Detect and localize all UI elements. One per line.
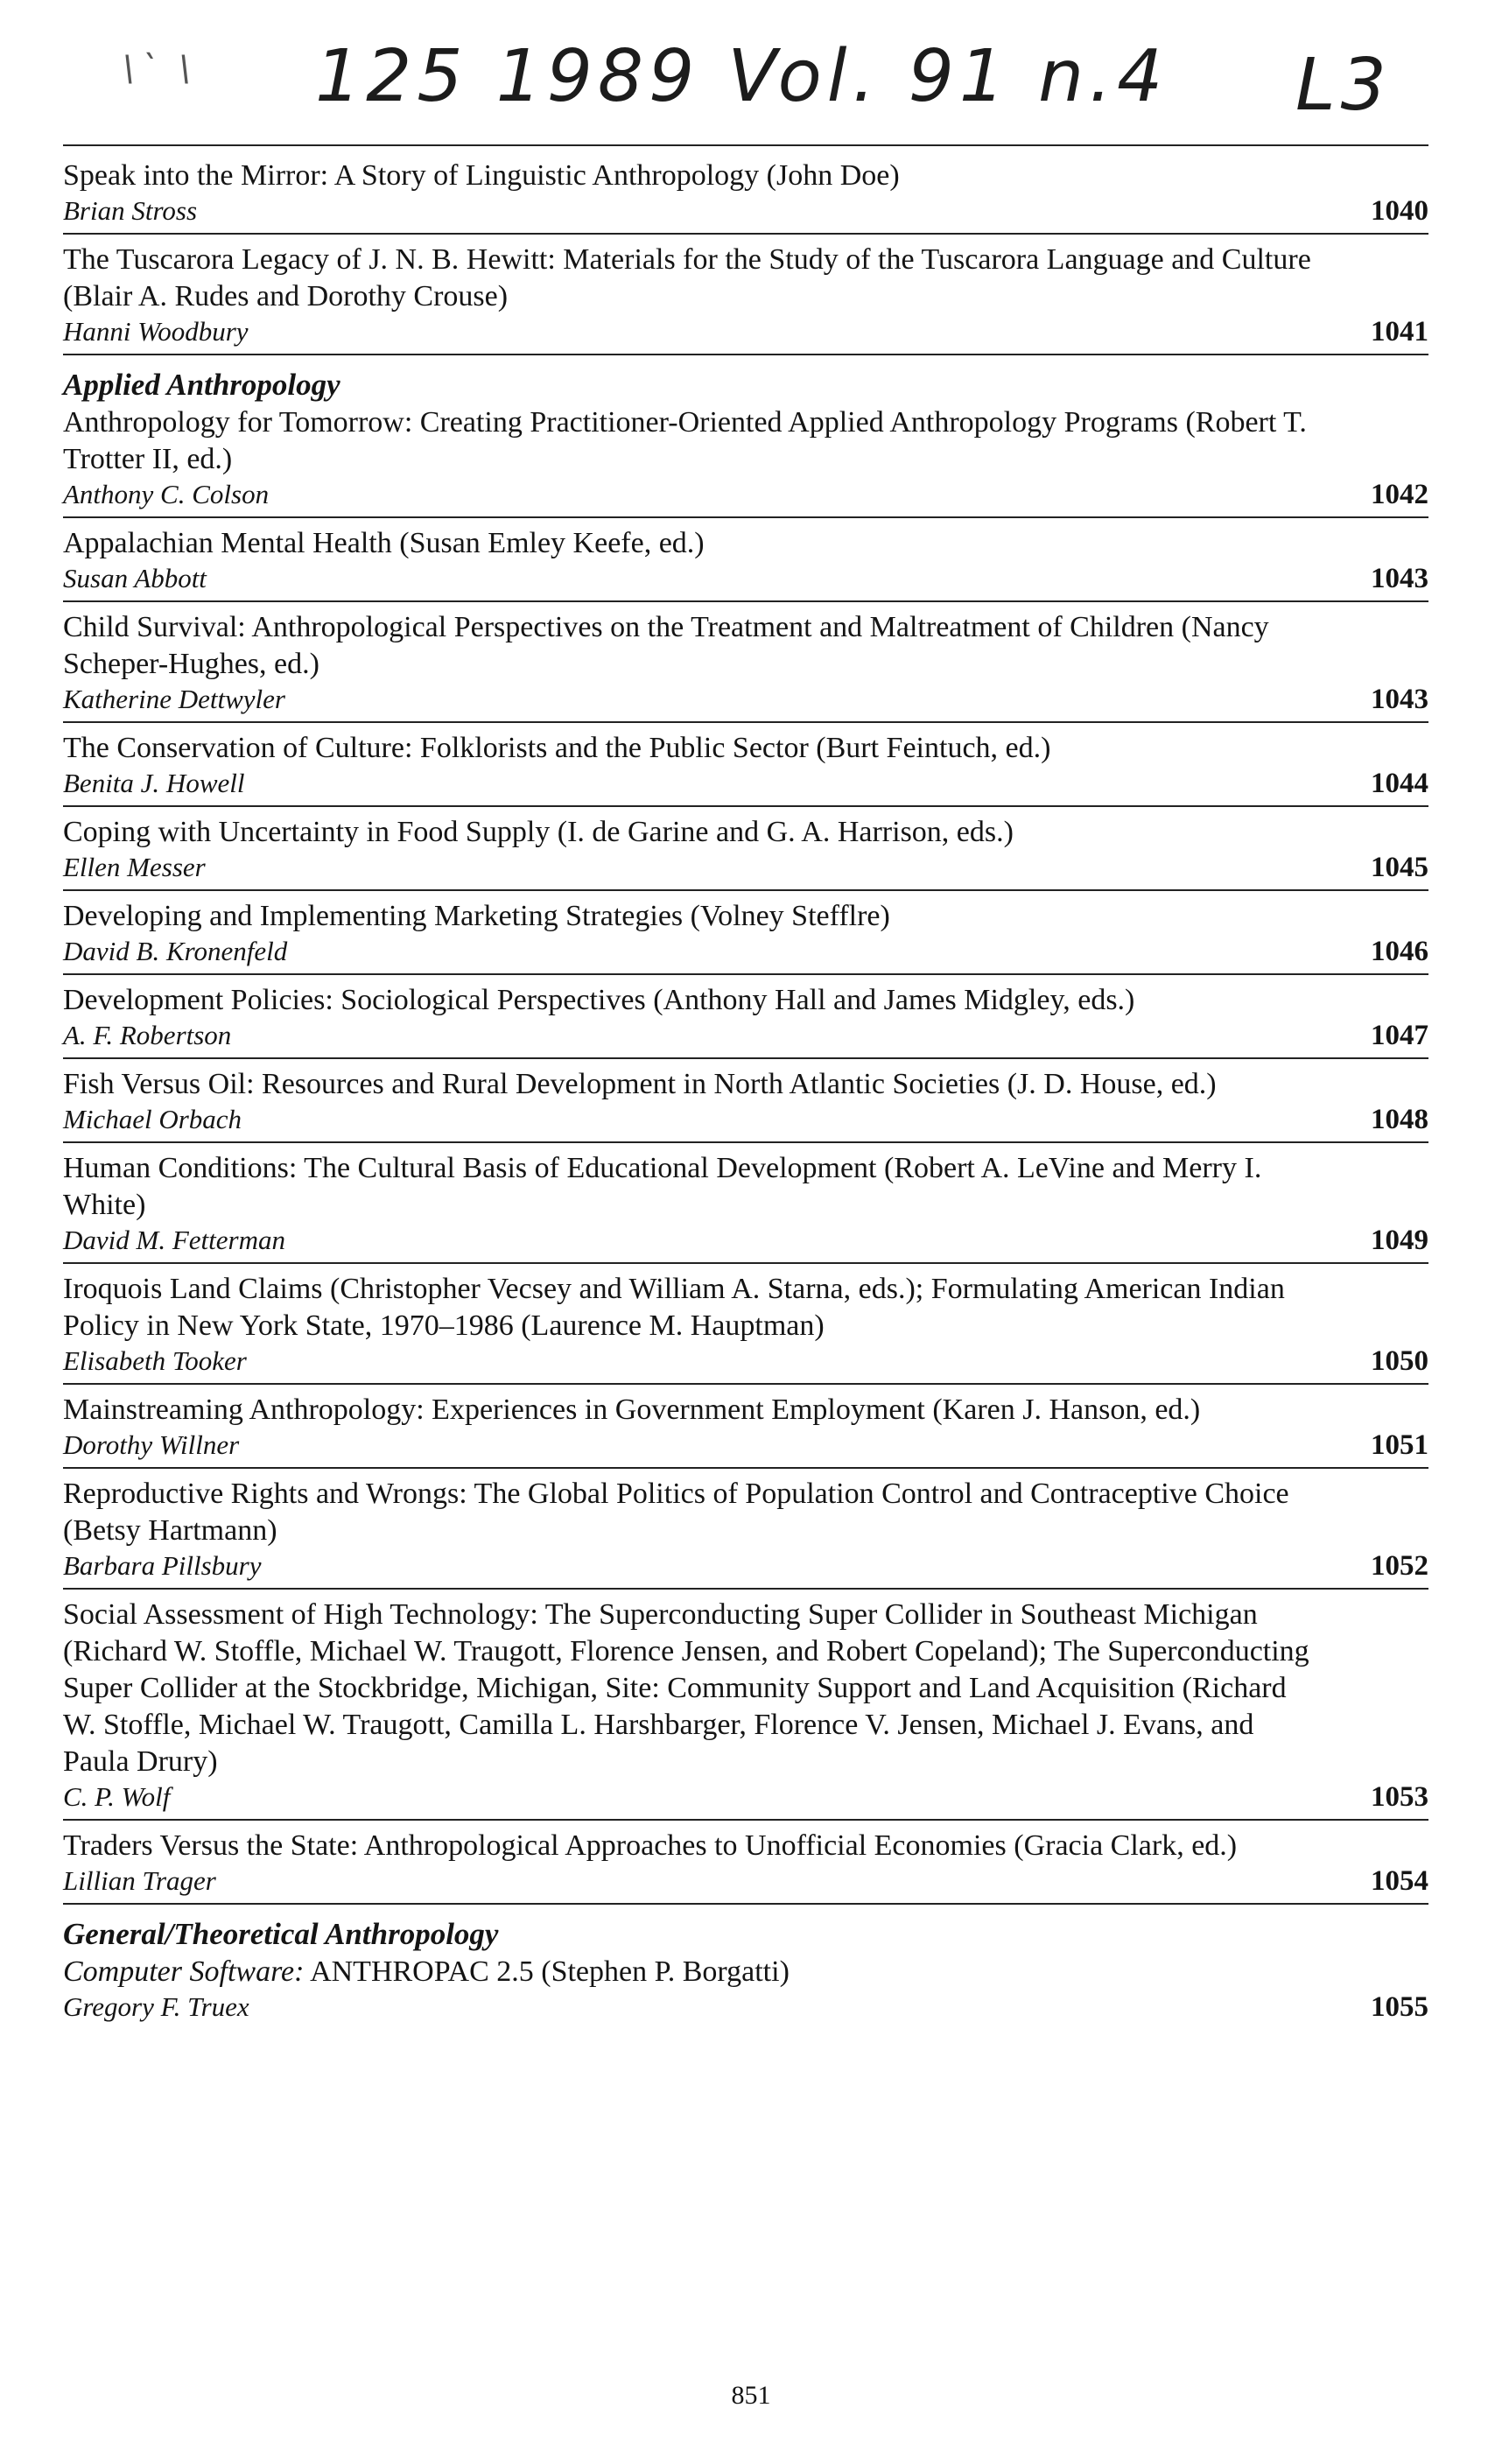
entry-footer [63,315,1428,348]
page-number: 851 [731,2381,771,2410]
list-item [63,891,1428,975]
entry-footer [63,935,1428,968]
entry-footer [63,1019,1428,1052]
entry-page: 1044 [1371,768,1428,799]
entry-title: Speak into the Mirror: A Story of Linguistic Anthropology (John Doe) [63,159,900,192]
top-rule [63,144,1428,146]
entry-footer [63,562,1428,595]
entry-page: 1050 [1371,1345,1428,1377]
entry-page: 1042 [1371,479,1428,510]
entry-title: Child Survival: Anthropological Perspectives on the Treatment and Maltreatment of Children (Nancy Scheper-Hughes, ed.) [63,611,1269,680]
entry-footer [63,1780,1428,1814]
entry-title: Appalachian Mental Health (Susan Emley Keefe, ed.) [63,527,705,559]
entry-footer [63,1344,1428,1378]
entry-title: The Conservation of Culture: Folklorists and the Public Sector (Burt Feintuch, ed.) [63,732,1051,764]
entry-footer [63,478,1428,511]
entry-title: Anthropology for Tomorrow: Creating Practitioner-Oriented Applied Anthropology Programs (Robert T. Trotter II, ed.) [63,406,1307,475]
entry-footer [63,194,1428,228]
entry-title: Social Assessment of High Technology: The Superconducting Super Collider in Southeast Michigan (Richard W. Stoffle, Michael W. Traugott, Florence Jensen, and Robert Copeland); The Superconducting Super Collider at the Stockbridge, Michigan, Site: Community Support and Land Acquisition (Richard W. Stoffle, Michael W. Traugott, Camilla L. Harshbarger, Florence V. Jensen, Michael J. Evans, and Paula Drury) [63,1598,1309,1778]
entry-reviewer: C. P. Wolf [63,1781,171,1812]
entry-page: 1052 [1371,1550,1428,1582]
entry-page: 1043 [1371,563,1428,594]
entry-footer [63,851,1428,884]
entry-reviewer: Benita J. Howell [63,768,245,798]
list-item [63,151,1428,235]
entry-reviewer: Michael Orbach [63,1104,242,1134]
list-item [63,1469,1428,1590]
list-item [63,1143,1428,1264]
entry-title-prefix: Computer Software: [63,1955,305,1988]
entry-title-text: ANTHROPAC 2.5 (Stephen P. Borgatti) [304,1955,790,1988]
list-item [63,1264,1428,1385]
list-item [63,1590,1428,1821]
list-item [63,355,1428,518]
entry-title: Developing and Implementing Marketing Strategies (Volney Stefflre) [63,900,890,932]
entry-page: 1053 [1371,1781,1428,1813]
table-of-contents [63,151,1428,2029]
entry-footer [63,1549,1428,1583]
list-item [63,975,1428,1059]
entry-footer [63,1864,1428,1898]
section-heading-general: General/Theoretical Anthropology [63,1917,499,1951]
entry-reviewer: Brian Stross [63,195,198,226]
entry-title: Coping with Uncertainty in Food Supply (I. de Garine and G. A. Harrison, eds.) [63,816,1014,848]
list-item [63,235,1428,355]
handwritten-mark: \ˋ \ [123,49,196,89]
entry-page: 1049 [1371,1225,1428,1256]
entry-title: Mainstreaming Anthropology: Experiences in Government Employment (Karen J. Hanson, ed.) [63,1393,1201,1426]
list-item [63,602,1428,723]
entry-title: Fish Versus Oil: Resources and Rural Development in North Atlantic Societies (J. D. House, ed.) [63,1068,1217,1100]
entry-page: 1040 [1371,195,1428,227]
section-heading-applied: Applied Anthropology [63,368,340,402]
entry-title: Iroquois Land Claims (Christopher Vecsey and William A. Starna, eds.); Formulating American Indian Policy in New York State, 1970–1986 (Laurence M. Hauptman) [63,1273,1285,1342]
entry-reviewer: A. F. Robertson [63,1020,232,1050]
handwritten-annotation [123,35,1453,140]
entry-reviewer: Elisabeth Tooker [63,1345,247,1376]
entry-title: Development Policies: Sociological Perspectives (Anthony Hall and James Midgley, eds.) [63,984,1135,1016]
entry-title: Human Conditions: The Cultural Basis of Educational Development (Robert A. LeVine and Merry I. White) [63,1152,1262,1221]
entry-title: Traders Versus the State: Anthropological Approaches to Unofficial Economies (Gracia Clark, ed.) [63,1829,1238,1862]
list-item [63,1905,1428,2029]
list-item [63,807,1428,891]
list-item [63,1059,1428,1143]
list-item [63,518,1428,602]
entry-page: 1047 [1371,1020,1428,1051]
entry-title: Reproductive Rights and Wrongs: The Global Politics of Population Control and Contraceptive Choice (Betsy Hartmann) [63,1478,1289,1547]
entry-title: The Tuscarora Legacy of J. N. B. Hewitt: Materials for the Study of the Tuscarora Language and Culture (Blair A. Rudes and Dorothy Crouse) [63,243,1311,312]
entry-page: 1048 [1371,1104,1428,1135]
entry-reviewer: Lillian Trager [63,1865,216,1896]
list-item [63,1385,1428,1469]
handwritten-side-note: L3 [1295,44,1392,127]
entry-reviewer: David B. Kronenfeld [63,936,288,966]
entry-reviewer: Barbara Pillsbury [63,1550,262,1581]
list-item [63,1821,1428,1905]
entry-page: 1045 [1371,852,1428,883]
entry-footer [63,683,1428,716]
entry-reviewer: Ellen Messer [63,852,206,882]
entry-footer [63,1990,1428,2024]
entry-page: 1051 [1371,1429,1428,1461]
entry-footer [63,1429,1428,1462]
entry-footer [63,1224,1428,1257]
entry-page: 1055 [1371,1991,1428,2023]
entry-footer [63,1103,1428,1136]
entry-reviewer: Dorothy Willner [63,1429,240,1460]
list-item [63,723,1428,807]
entry-page: 1041 [1371,316,1428,347]
entry-footer [63,767,1428,800]
entry-title [63,1954,1428,1990]
entry-reviewer: Hanni Woodbury [63,316,249,347]
entry-reviewer: Susan Abbott [63,563,207,593]
entry-reviewer: Anthony C. Colson [63,479,270,509]
entry-reviewer: Katherine Dettwyler [63,684,285,714]
entry-reviewer: David M. Fetterman [63,1225,285,1255]
entry-page: 1054 [1371,1865,1428,1897]
handwritten-volume-note: 125 1989 Vol. 91 n.4 [315,35,1169,118]
entry-reviewer: Gregory F. Truex [63,1991,249,2022]
entry-page: 1043 [1371,684,1428,715]
entry-page: 1046 [1371,936,1428,967]
